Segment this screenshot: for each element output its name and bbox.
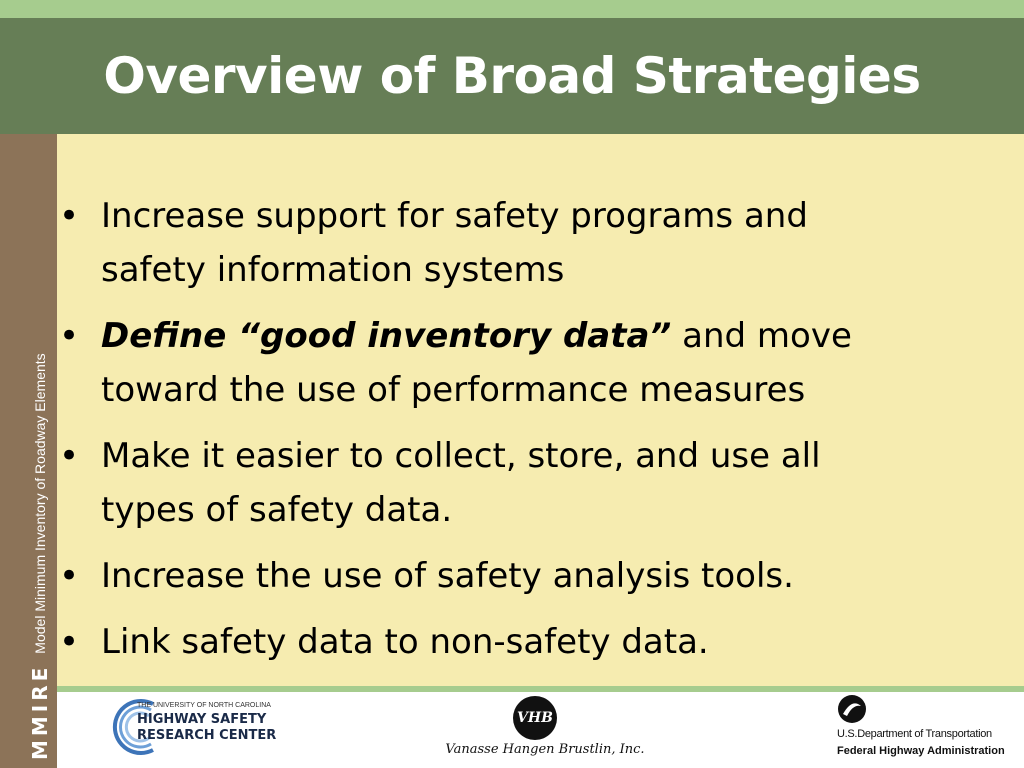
hsrc-name-line2: RESEARCH CENTER [137, 728, 277, 743]
usdot-logo [837, 692, 1024, 768]
side-bar [0, 134, 57, 768]
bullet-text: Increase support for safety programs and safety information systems [101, 196, 808, 290]
bullet-marker: • [59, 622, 80, 662]
bullet-item [57, 309, 887, 417]
side-acronym: MMIRE [28, 663, 52, 760]
footer-logos [57, 692, 1024, 768]
vhb-logo [425, 692, 665, 768]
hsrc-logo [105, 692, 285, 762]
bullet-text: and move toward the use of performance measures [101, 316, 852, 410]
bullet-marker: • [59, 316, 80, 356]
bullet-item [57, 189, 887, 297]
top-accent-strip [0, 0, 1024, 18]
bullet-list [57, 189, 887, 681]
bullet-marker: • [59, 556, 80, 596]
bullet-text: Make it easier to collect, store, and use all types of safety data. [101, 436, 821, 530]
bullet-text: Link safety data to non-safety data. [101, 622, 709, 662]
hsrc-university-text: THE UNIVERSITY OF NORTH CAROLINA [137, 702, 271, 709]
usdot-fhwa: Federal Highway Administration [837, 745, 1005, 757]
hsrc-name-line1: HIGHWAY SAFETY [137, 712, 267, 727]
bullet-item [57, 549, 887, 603]
vhb-badge: VHB [513, 696, 557, 740]
bullet-emphasis: Define “good inventory data” [101, 316, 672, 356]
bullet-item [57, 429, 887, 537]
title-bar [0, 18, 1024, 134]
bullet-item [57, 615, 887, 669]
bullet-marker: • [59, 196, 80, 236]
bullet-text: Increase the use of safety analysis tools. [101, 556, 794, 596]
side-label [0, 134, 57, 768]
content-panel [57, 134, 1024, 686]
side-label-text [28, 353, 52, 760]
slide-title: Overview of Broad Strategies [103, 47, 921, 105]
usdot-emblem-icon [837, 694, 867, 724]
bullet-marker: • [59, 436, 80, 476]
side-full-name: Model Minimum Inventory of Roadway Elements [32, 353, 48, 654]
vhb-company-name: Vanasse Hangen Brustlin, Inc. [445, 742, 645, 757]
usdot-department: U.S.Department of Transportation [837, 728, 992, 740]
